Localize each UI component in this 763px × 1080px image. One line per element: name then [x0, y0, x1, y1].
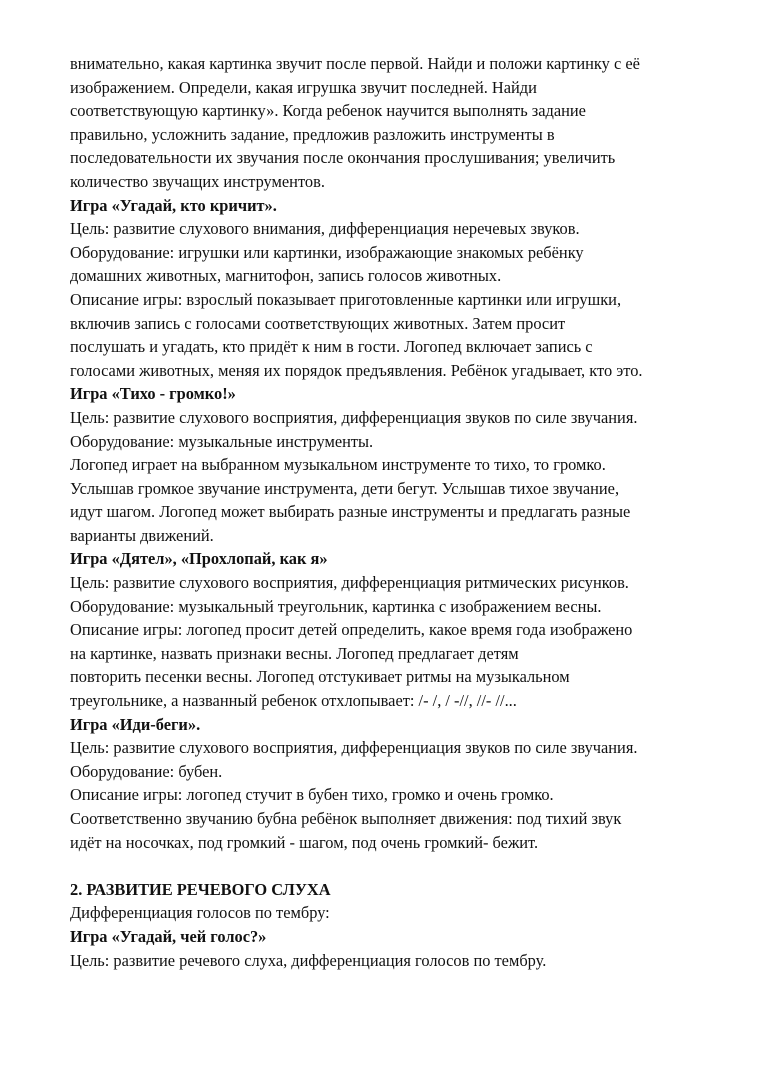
text-line: домашних животных, магнитофон, запись голосов животных. — [70, 266, 502, 286]
text-line: Описание игры: логопед просит детей определить, какое время года изображено — [70, 620, 633, 640]
text-line: повторить песенки весны. Логопед отстукивает ритмы на музыкальном — [70, 667, 570, 687]
game-heading: Игра «Угадай, кто кричит». — [70, 195, 277, 215]
text-line: соответствующую картинку». Когда ребенок научится выполнять задание — [70, 101, 586, 121]
text-line: количество звучащих инструментов. — [70, 171, 325, 191]
text-line: включив запись с голосами соответствующих животных. Затем просит — [70, 313, 566, 333]
text-line: Цель: развитие слухового внимания, дифференциация неречевых звуков. — [70, 219, 580, 239]
text-line: идут шагом. Логопед может выбирать разные инструменты и предлагать разные — [70, 502, 631, 522]
text-line: Оборудование: бубен. — [70, 761, 223, 781]
game-heading: Игра «Угадай, чей голос?» — [70, 926, 267, 946]
game-heading: Игра «Тихо - громко!» — [70, 384, 236, 404]
text-line: Логопед играет на выбранном музыкальном инструменте то тихо, то громко. — [70, 455, 606, 475]
text-line: правильно, усложнить задание, предложив разложить инструменты в — [70, 124, 555, 144]
text-line: Соответственно звучанию бубна ребёнок выполняет движения: под тихий звук — [70, 809, 622, 828]
text-line: Оборудование: музыкальный треугольник, картинка с изображением весны. — [70, 596, 602, 616]
text-line: голосами животных, меняя их порядок предъявления. Ребёнок угадывает, кто это. — [70, 360, 643, 380]
text-line: Описание игры: логопед стучит в бубен тихо, громко и очень громко. — [70, 785, 554, 805]
text-line: изображением. Определи, какая игрушка звучит последней. Найди — [70, 77, 537, 97]
text-line: идёт на носочках, под громкий - шагом, под очень громкий- бежит. — [70, 832, 539, 852]
text-line: Оборудование: музыкальные инструменты. — [70, 431, 374, 451]
text-line: треугольнике, а названный ребенок отхлопывает: /- /, / -//, //- //... — [70, 691, 517, 711]
game-heading: Игра «Иди-беги». — [70, 714, 201, 734]
text-line: варианты движений. — [70, 525, 214, 545]
blank-line — [70, 854, 723, 878]
text-line: послушать и угадать, кто придёт к ним в гости. Логопед включает запись с — [70, 337, 593, 357]
text-line: Цель: развитие слухового восприятия, дифференциация звуков по силе звучания. — [70, 738, 638, 758]
text-line: Цель: развитие слухового восприятия, дифференциация ритмических рисунков. — [70, 573, 629, 593]
text-line: внимательно, какая картинка звучит после первой. Найди и положи картинку с её — [70, 54, 640, 73]
text-line: Дифференциация голосов по тембру: — [70, 903, 330, 923]
text-line: Оборудование: игрушки или картинки, изображающие знакомых ребёнку — [70, 242, 584, 262]
text-line: на картинке, назвать признаки весны. Логопед предлагает детям — [70, 643, 519, 663]
text-line: Описание игры: взрослый показывает приготовленные картинки или игрушки, — [70, 289, 622, 309]
text-line: Услышав громкое звучание инструмента, дети бегут. Услышав тихое звучание, — [70, 478, 620, 498]
game-heading: Игра «Дятел», «Прохлопай, как я» — [70, 549, 328, 569]
text-line: Цель: развитие речевого слуха, дифференциация голосов по тембру. — [70, 950, 547, 970]
text-line: последовательности их звучания после окончания прослушивания; увеличить — [70, 148, 616, 168]
section-heading: 2. РАЗВИТИЕ РЕЧЕВОГО СЛУХА — [70, 879, 331, 899]
text-line: Цель: развитие слухового восприятия, дифференциация звуков по силе звучания. — [70, 407, 638, 427]
